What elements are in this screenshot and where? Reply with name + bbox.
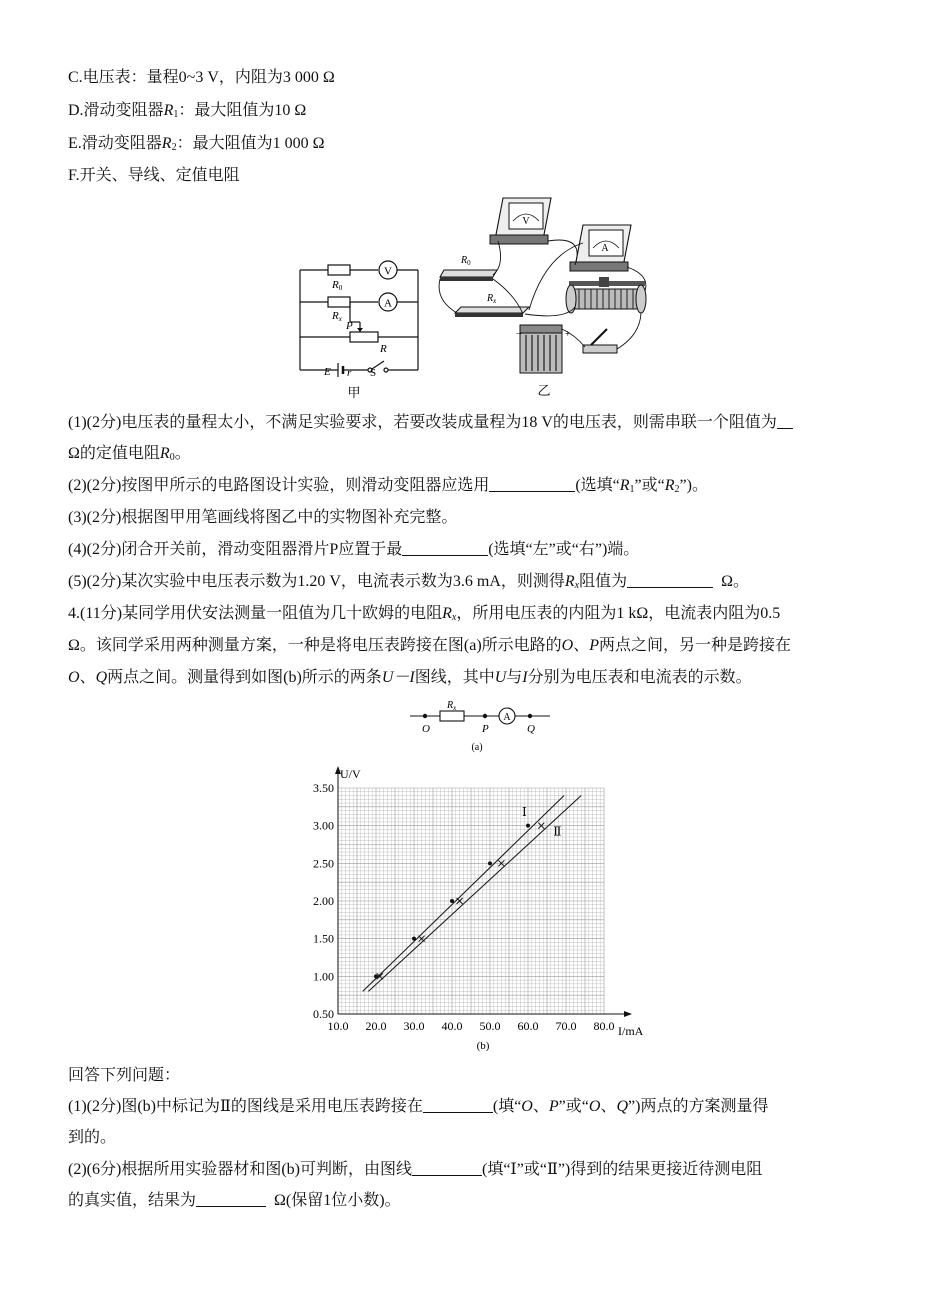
- rx-label: Rx: [332, 310, 342, 323]
- ammeter-label: A: [384, 297, 392, 310]
- ammeter-device: [570, 225, 631, 271]
- x-tick-label: 70.0: [555, 1019, 577, 1033]
- answer-part1-line1: (1)(2分)图(b)中标记为Ⅱ的图线是采用电压表跨接在 (填“O、P”或“O、Q”)两点的方案测量得: [68, 1098, 769, 1115]
- y-tick-label: 0.50: [313, 1007, 334, 1021]
- y-tick-label: 3.00: [313, 818, 334, 833]
- answer-blank[interactable]: [423, 1098, 493, 1113]
- answer-part2-line1: (2)(6分)根据所用实验器材和图(b)可判断，由图线 (填“Ⅰ”或“Ⅱ”)得到的结果更接近待测电阻: [68, 1161, 763, 1178]
- answer-blank[interactable]: [777, 414, 793, 429]
- q3-part4: (4)(2分)闭合开关前，滑动变阻器滑片P应置于最 (选填“左”或“右”)端。: [68, 541, 640, 558]
- figure-b-ui-chart: [300, 760, 660, 1055]
- q3-part3: (3)(2分)根据图甲用笔画线将图乙中的实物图补充完整。: [68, 509, 458, 526]
- answer-blank[interactable]: [196, 1192, 266, 1207]
- x-tick-label: 10.0: [327, 1019, 349, 1033]
- q3-part2: (2)(2分)按图甲所示的电路图设计实验，则滑动变阻器应选用 (选填“$R_1$”或“$R_2$”)。: [68, 477, 708, 495]
- q4-line3: O、Q两点之间。测量得到如图(b)所示的两条U－I图线，其中U与I分别为电压表和电流表的示数。: [68, 669, 752, 686]
- answer-part2-line2: 的真实值，结果为 Ω(保留1位小数)。: [68, 1192, 401, 1209]
- apparatus-diagram-yi: [435, 195, 665, 400]
- voltmeter-label: V: [384, 265, 392, 278]
- data-point-dot: [374, 974, 378, 978]
- svg-text:O: O: [422, 723, 430, 735]
- r0-label: R0: [332, 279, 343, 292]
- point-p: [483, 714, 487, 718]
- x-tick-label: 80.0: [593, 1019, 615, 1033]
- option-c: C.电压表：量程0~3 V，内阻为3 000 Ω: [68, 69, 335, 86]
- series-label-2: Ⅱ: [553, 824, 562, 839]
- point-q: [528, 714, 532, 718]
- x-tick-label: 50.0: [479, 1019, 501, 1033]
- y-axis-label: U/V: [340, 767, 361, 781]
- q4-line1: 4.(11分)某同学用伏安法测量一阻值为几十欧姆的电阻$R_x$，所用电压表的内阻为1 kΩ，电流表内阻为0.5: [68, 605, 781, 623]
- chart-axes: [335, 766, 632, 1017]
- y-tick-label: 3.50: [313, 781, 334, 795]
- x-tick-label: 60.0: [517, 1019, 539, 1033]
- svg-text:R0: $R_0$: [461, 255, 471, 267]
- data-point-dot: [450, 899, 454, 903]
- internal-r-label: r: [347, 367, 352, 379]
- circuit-diagram-jia: [290, 255, 440, 400]
- knife-switch: [583, 329, 617, 353]
- apparatus-yi-caption: 乙: [537, 383, 551, 398]
- rheostat-r-label: R: [380, 343, 387, 355]
- answer-blank[interactable]: [489, 477, 575, 492]
- switch-s-label: S: [370, 367, 377, 379]
- y-tick-label: 1.50: [313, 931, 334, 946]
- y-tick-label: 2.00: [313, 894, 334, 908]
- q4-line2: Ω。该同学采用两种测量方案，一种是将电压表跨接在图(a)所示电路的O、P两点之间，另一种是跨接在: [68, 637, 792, 654]
- answer-part1-line2: 到的。: [68, 1129, 117, 1146]
- svg-text:A: A: [601, 243, 609, 254]
- q3-part1-line1: (1)(2分)电压表的量程太小，不满足实验要求，若要改装成量程为18 V的电压表，则需串联一个阻值为: [68, 413, 793, 433]
- answer-blank[interactable]: [402, 541, 488, 556]
- answer-intro: 回答下列问题：: [68, 1067, 181, 1084]
- svg-text:Rx: $R_x$: [487, 293, 497, 305]
- r0-resistor-board: [440, 255, 497, 281]
- y-tick-label: 1.00: [313, 969, 334, 984]
- svg-text:+: +: [565, 329, 571, 340]
- svg-text:−: −: [516, 329, 522, 340]
- data-point-dot: [412, 937, 416, 941]
- series-label-1: Ⅰ: [522, 805, 527, 820]
- data-point-dot: [526, 824, 530, 828]
- answer-blank[interactable]: [627, 573, 713, 588]
- rheostat-device: [566, 277, 646, 313]
- q3-part1-line2: Ω的定值电阻$R_0$。: [68, 445, 191, 463]
- voltmeter-device: [490, 198, 551, 244]
- option-f: F.开关、导线、定值电阻: [68, 167, 240, 184]
- x-tick-label: 30.0: [403, 1019, 425, 1033]
- svg-text:V: V: [522, 216, 530, 227]
- option-d: D.滑动变阻器$R_1$：最大阻值为10 Ω: [68, 102, 307, 120]
- point-o: [423, 714, 427, 718]
- data-point-dot: [488, 861, 492, 865]
- answer-blank[interactable]: [412, 1161, 482, 1176]
- option-e: E.滑动变阻器$R_2$：最大阻值为1 000 Ω: [68, 135, 325, 153]
- figure-a-circuit: [405, 696, 555, 756]
- y-tick-label: 2.50: [313, 856, 334, 871]
- emf-e-label: E: [324, 366, 331, 378]
- svg-text:A: A: [503, 712, 511, 723]
- figure-a-caption: (a): [471, 742, 483, 753]
- x-tick-label: 40.0: [441, 1019, 463, 1033]
- circuit-jia-caption: 甲: [347, 385, 361, 400]
- x-tick-label: 20.0: [365, 1019, 387, 1033]
- x-axis-arrow: [624, 1011, 632, 1017]
- svg-text:Rx: $R_x$: [447, 700, 457, 712]
- figure-b-caption: (b): [476, 1040, 490, 1052]
- battery-pack: [516, 325, 571, 373]
- svg-text:Q: Q: [527, 723, 535, 735]
- slider-p-label: P: [346, 320, 353, 332]
- x-axis-label: I/mA: [618, 1024, 644, 1038]
- svg-text:P: P: [482, 723, 489, 735]
- q3-part5: (5)(2分)某次实验中电压表示数为1.20 V，电流表示数为3.6 mA，则测得$R_x$阻值为 Ω。: [68, 573, 750, 591]
